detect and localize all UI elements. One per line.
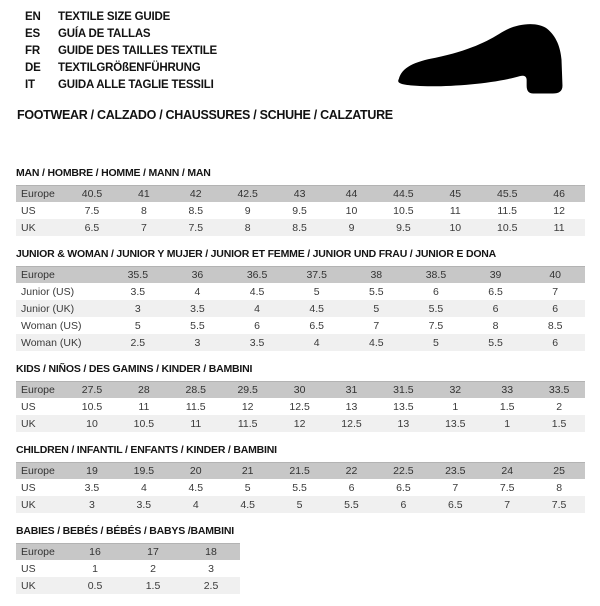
size-cell: 39	[489, 269, 502, 281]
size-cell: 8.5	[292, 221, 307, 234]
size-cell: 8	[244, 221, 251, 234]
size-cell: 4.5	[188, 481, 204, 494]
language-code: ES	[25, 27, 40, 40]
table-row	[16, 283, 585, 300]
size-cell: 31.5	[393, 384, 414, 396]
row-label: Europe	[21, 465, 55, 477]
size-cell: 36	[191, 269, 204, 281]
size-cell: 8.5	[188, 204, 204, 217]
table-row	[16, 202, 585, 219]
size-cell: 45.5	[496, 188, 518, 200]
row-label: Europe	[21, 546, 55, 558]
size-cell: 5	[433, 336, 439, 349]
size-cell: 19.5	[133, 465, 155, 477]
size-cell: 29.5	[237, 384, 258, 396]
size-cell: 10.5	[133, 417, 155, 430]
size-cell: 44	[345, 188, 358, 200]
row-label: Junior (UK)	[21, 302, 75, 315]
size-cell: 11	[553, 221, 565, 234]
category-heading: FOOTWEAR / CALZADO / CHAUSSURES / SCHUHE / CALZATURE	[17, 108, 393, 122]
size-table-title: MAN / HOMBRE / HOMME / MANN / MAN	[16, 167, 211, 179]
table-header-row	[16, 462, 585, 479]
size-table	[16, 543, 240, 594]
dress-shoe-icon	[392, 18, 578, 110]
size-cell: 6.5	[447, 498, 463, 511]
size-cell: 25	[553, 465, 565, 477]
size-cell: 6	[552, 336, 559, 349]
size-cell: 22.5	[393, 465, 414, 477]
size-cell: 2	[150, 562, 156, 575]
size-cell: 31	[345, 384, 358, 396]
row-label: Europe	[21, 269, 55, 281]
size-cell: 5.5	[292, 481, 307, 494]
row-label: US	[21, 562, 36, 575]
size-cell: 5.5	[488, 336, 503, 349]
table-row	[16, 560, 240, 577]
size-cell: 20	[189, 465, 202, 477]
size-cell: 6	[254, 319, 260, 332]
language-label: GUIDA ALLE TAGLIE TESSILI	[58, 78, 214, 91]
size-cell: 10.5	[393, 204, 414, 217]
size-cell: 13	[345, 400, 358, 413]
size-cell: 30	[293, 384, 306, 396]
size-cell: 2.5	[203, 579, 219, 592]
size-cell: 4.5	[249, 285, 265, 298]
size-cell: 12	[241, 400, 254, 413]
size-cell: 6	[400, 498, 407, 511]
language-row	[25, 8, 217, 25]
size-cell: 4	[254, 302, 260, 315]
language-code: DE	[25, 61, 41, 74]
tables-area	[16, 167, 585, 606]
size-cell: 3.5	[249, 336, 265, 349]
size-cell: 38.5	[425, 269, 447, 281]
size-cell: 3.5	[84, 481, 100, 494]
table-row	[16, 496, 585, 513]
language-label: TEXTILE SIZE GUIDE	[58, 10, 171, 23]
size-table	[16, 266, 585, 351]
table-row	[16, 398, 585, 415]
size-cell: 13.5	[393, 400, 414, 413]
size-cell: 9	[348, 221, 355, 234]
size-cell: 33	[501, 384, 514, 396]
size-cell: 7.5	[428, 319, 444, 332]
row-label: Europe	[21, 384, 55, 396]
size-table-section	[16, 444, 585, 513]
size-cell: 38	[370, 269, 383, 281]
size-cell: 1.5	[499, 400, 515, 413]
size-cell: 1.5	[551, 417, 567, 430]
size-cell: 10.5	[81, 400, 103, 413]
size-cell: 2.5	[130, 336, 146, 349]
size-cell: 35.5	[127, 269, 149, 281]
size-cell: 46	[553, 188, 565, 200]
size-cell: 4	[194, 285, 201, 298]
size-cell: 6.5	[396, 481, 411, 494]
size-cell: 7	[504, 498, 511, 511]
size-cell: 6.5	[488, 285, 503, 298]
size-cell: 11.5	[497, 204, 518, 217]
size-cell: 6	[348, 481, 355, 494]
size-cell: 12.5	[289, 400, 310, 413]
size-table-title: BABIES / BEBÉS / BÉBÉS / BABYS /BAMBINI	[16, 525, 234, 537]
size-cell: 17	[147, 546, 159, 558]
size-cell: 1.5	[145, 579, 161, 592]
size-cell: 1	[452, 400, 459, 413]
size-cell: 5	[134, 319, 141, 332]
size-table-section	[16, 525, 585, 594]
size-cell: 1	[504, 417, 511, 430]
table-row	[16, 479, 585, 496]
size-cell: 19	[86, 465, 98, 477]
size-cell: 7.5	[84, 204, 100, 217]
size-cell: 9.5	[396, 221, 411, 234]
size-cell: 32	[449, 384, 462, 396]
size-table	[16, 185, 585, 236]
language-row	[25, 76, 217, 93]
size-cell: 10	[86, 417, 98, 430]
size-cell: 5	[296, 498, 303, 511]
size-cell: 11.5	[185, 400, 206, 413]
row-label: US	[21, 204, 36, 217]
size-cell: 7	[552, 285, 559, 298]
size-cell: 37.5	[306, 269, 327, 281]
size-cell: 8	[492, 319, 499, 332]
size-cell: 42.5	[237, 188, 258, 200]
size-cell: 23.5	[445, 465, 466, 477]
size-cell: 13	[397, 417, 410, 430]
table-row	[16, 334, 585, 351]
size-cell: 24	[501, 465, 514, 477]
size-cell: 4	[192, 498, 199, 511]
size-cell: 10.5	[496, 221, 518, 234]
language-row	[25, 59, 217, 76]
size-cell: 3	[89, 498, 95, 511]
size-cell: 8.5	[547, 319, 563, 332]
table-row	[16, 219, 585, 236]
language-code: FR	[25, 44, 40, 57]
language-list	[25, 8, 217, 93]
size-cell: 4	[140, 481, 147, 494]
table-header-row	[16, 185, 585, 202]
size-cell: 7	[373, 319, 380, 332]
size-cell: 7.5	[551, 498, 567, 511]
size-cell: 13.5	[445, 417, 466, 430]
row-label: UK	[21, 417, 36, 430]
size-cell: 8	[140, 204, 147, 217]
size-cell: 6	[433, 285, 439, 298]
size-cell: 40	[549, 269, 562, 281]
size-cell: 12.5	[341, 417, 362, 430]
size-cell: 5.5	[344, 498, 359, 511]
table-row	[16, 300, 585, 317]
size-cell: 2	[556, 400, 563, 413]
size-cell: 1	[92, 562, 98, 575]
size-cell: 7.5	[188, 221, 204, 234]
table-header-row	[16, 543, 240, 560]
size-cell: 28.5	[185, 384, 206, 396]
table-row	[16, 577, 240, 594]
size-cell: 28	[138, 384, 150, 396]
size-cell: 4.5	[240, 498, 255, 511]
row-label: UK	[21, 498, 36, 511]
size-cell: 45	[449, 188, 462, 200]
size-cell: 18	[205, 546, 217, 558]
size-cell: 10	[345, 204, 358, 217]
size-cell: 7	[140, 221, 147, 234]
language-label: GUIDE DES TAILLES TEXTILE	[58, 44, 217, 57]
size-cell: 12	[293, 417, 306, 430]
size-cell: 7	[452, 481, 459, 494]
row-label: US	[21, 400, 36, 413]
size-cell: 6.5	[309, 319, 324, 332]
size-cell: 9.5	[292, 204, 307, 217]
size-cell: 3	[134, 302, 141, 315]
language-code: IT	[25, 78, 35, 91]
size-cell: 3.5	[130, 285, 146, 298]
size-cell: 40.5	[81, 188, 103, 200]
size-cell: 3.5	[190, 302, 205, 315]
table-row	[16, 317, 585, 334]
row-label: UK	[21, 579, 36, 592]
table-header-row	[16, 381, 585, 398]
size-cell: 44.5	[393, 188, 414, 200]
language-row	[25, 42, 217, 59]
size-cell: 11.5	[237, 417, 258, 430]
size-cell: 11	[190, 417, 202, 430]
size-cell: 11	[449, 204, 461, 217]
size-table-section	[16, 167, 585, 236]
row-label: Woman (US)	[21, 319, 82, 332]
row-label: Woman (UK)	[21, 336, 82, 349]
size-cell: 3	[194, 336, 201, 349]
size-cell: 42	[189, 188, 202, 200]
size-cell: 43	[293, 188, 306, 200]
size-cell: 7.5	[499, 481, 515, 494]
size-cell: 41	[138, 188, 150, 200]
size-cell: 11	[138, 400, 150, 413]
size-cell: 16	[89, 546, 101, 558]
size-cell: 27.5	[81, 384, 103, 396]
size-cell: 5	[373, 302, 380, 315]
size-cell: 4.5	[309, 302, 324, 315]
language-code: EN	[25, 10, 41, 23]
size-cell: 12	[553, 204, 565, 217]
row-label: Junior (US)	[21, 285, 75, 298]
size-cell: 33.5	[548, 384, 570, 396]
size-table	[16, 381, 585, 432]
size-cell: 6	[492, 302, 499, 315]
size-table-section	[16, 248, 585, 351]
size-cell: 4	[313, 336, 320, 349]
size-cell: 21	[241, 465, 254, 477]
size-cell: 5.5	[369, 285, 384, 298]
size-table-section	[16, 363, 585, 432]
size-table-title: KIDS / NIÑOS / DES GAMINS / KINDER / BAMBINI	[16, 363, 253, 375]
row-label: Europe	[21, 188, 55, 200]
size-cell: 6.5	[84, 221, 100, 234]
size-cell: 36.5	[246, 269, 268, 281]
size-cell: 0.5	[87, 579, 103, 592]
size-cell: 3.5	[136, 498, 152, 511]
language-row	[25, 25, 217, 42]
size-cell: 9	[244, 204, 251, 217]
size-cell: 5.5	[428, 302, 444, 315]
size-cell: 5	[313, 285, 320, 298]
table-row	[16, 415, 585, 432]
size-cell: 10	[449, 221, 462, 234]
language-label: GUÍA DE TALLAS	[58, 27, 151, 40]
size-table-title: CHILDREN / INFANTIL / ENFANTS / KINDER / BAMBINI	[16, 444, 277, 456]
language-label: TEXTILGRÖßENFÜHRUNG	[58, 61, 201, 74]
size-cell: 5	[244, 481, 251, 494]
row-label: US	[21, 481, 36, 494]
row-label: UK	[21, 221, 36, 234]
size-cell: 22	[345, 465, 358, 477]
size-cell: 4.5	[369, 336, 384, 349]
size-cell: 5.5	[190, 319, 205, 332]
size-cell: 3	[208, 562, 214, 575]
table-header-row	[16, 266, 585, 283]
size-cell: 8	[556, 481, 563, 494]
size-table	[16, 462, 585, 513]
size-cell: 6	[552, 302, 559, 315]
size-table-title: JUNIOR & WOMAN / JUNIOR Y MUJER / JUNIOR ET FEMME / JUNIOR UND FRAU / JUNIOR E DONA	[16, 248, 497, 260]
size-cell: 21.5	[289, 465, 310, 477]
